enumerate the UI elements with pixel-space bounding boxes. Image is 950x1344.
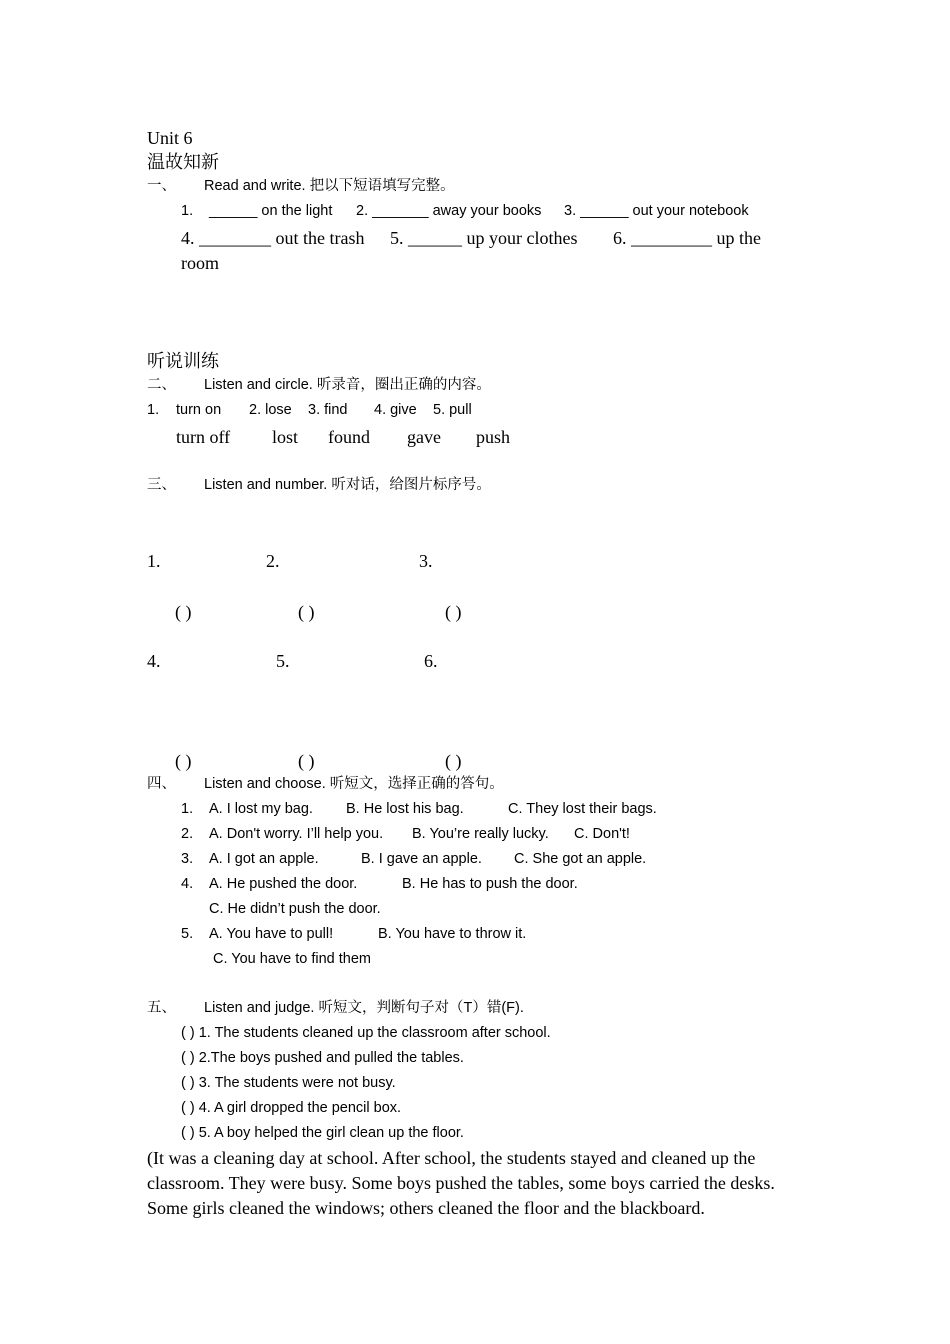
q2-instruction: Listen and circle. 听录音，圈出正确的内容。 <box>204 377 491 393</box>
q4-item-4-option-a: A. He pushed the door. <box>209 876 358 892</box>
answer-paren-3: ( ) <box>445 602 462 622</box>
q4-item-2-number: 2. <box>181 826 194 842</box>
q4-item-3-option-c: C. She got an apple. <box>514 851 647 867</box>
q5-statement-2: ( ) 2.The boys pushed and pulled the tables. <box>181 1050 464 1066</box>
picture-number-6: 6. <box>424 651 438 671</box>
q4-item-5-option-a: A. You have to pull! <box>209 926 334 942</box>
listening-passage: (It was a cleaning day at school. After school, the students stayed and cleaned up the classroom. They were busy. Some boys pushed the tables, some boys carried the desks. Some girls cleaned the windows; others cleaned the floor and the blackboard. <box>147 1148 775 1218</box>
q1-number: 一、 <box>147 178 176 194</box>
q2-word-pull: 5. pull <box>433 402 472 418</box>
q5-statement-5: ( ) 5. A boy helped the girl clean up the floor. <box>181 1125 464 1141</box>
q4-item-1-option-c: C. They lost their bags. <box>508 801 657 817</box>
q1-item-4: 4. ________ out the trash <box>181 228 365 248</box>
q3-instruction: Listen and number. 听对话，给图片标序号。 <box>204 477 491 493</box>
q4-item-1-option-a: A. I lost my bag. <box>209 801 313 817</box>
q4-item-2-option-b: B. You’re really lucky. <box>412 826 549 842</box>
q5-number: 五、 <box>147 1000 176 1016</box>
section-review-heading: 温故知新 <box>147 152 219 172</box>
q1-item-2: 2. _______ away your books <box>356 203 542 219</box>
q1-item-3: 3. ______ out your notebook <box>564 203 749 219</box>
q1-item-1: ______ on the light <box>209 203 333 219</box>
answer-paren-5: ( ) <box>298 751 315 771</box>
q2-word-find: 3. find <box>308 402 348 418</box>
q4-item-2-option-c: C. Don't! <box>574 826 630 842</box>
q1-item-6: 6. _________ up the <box>613 228 761 248</box>
q4-item-2-option-a: A. Don't worry. I’ll help you. <box>209 826 384 842</box>
picture-number-5: 5. <box>276 651 290 671</box>
q4-item-1-option-b: B. He lost his bag. <box>346 801 464 817</box>
q2-word-lose: 2. lose <box>249 402 292 418</box>
q2-word-lost: lost <box>272 427 299 447</box>
q4-item-3-option-a: A. I got an apple. <box>209 851 319 867</box>
q2-word-push: push <box>476 427 511 447</box>
q2-word-turn-off: turn off <box>176 427 231 447</box>
q5-instruction: Listen and judge. 听短文，判断句子对（T）错(F). <box>204 1000 524 1016</box>
q2-word-give: 4. give <box>374 402 417 418</box>
answer-paren-6: ( ) <box>445 751 462 771</box>
picture-number-2: 2. <box>266 551 280 571</box>
q3-number: 三、 <box>147 477 176 493</box>
q4-number: 四、 <box>147 776 176 792</box>
q4-item-5-option-c: C. You have to find them <box>213 951 371 967</box>
q4-item-4-number: 4. <box>181 876 194 892</box>
q4-item-3-option-b: B. I gave an apple. <box>361 851 482 867</box>
q5-statement-1: ( ) 1. The students cleaned up the classroom after school. <box>181 1025 551 1041</box>
q4-item-4-option-b: B. He has to push the door. <box>402 876 578 892</box>
q5-statement-3: ( ) 3. The students were not busy. <box>181 1075 396 1091</box>
q2-number: 二、 <box>147 377 176 393</box>
answer-paren-1: ( ) <box>175 602 192 622</box>
unit-title: Unit 6 <box>147 128 193 148</box>
picture-number-1: 1. <box>147 551 161 571</box>
q4-instruction: Listen and choose. 听短文，选择正确的答句。 <box>204 776 504 792</box>
picture-number-4: 4. <box>147 651 161 671</box>
q4-item-1-number: 1. <box>181 801 194 817</box>
q5-statement-4: ( ) 4. A girl dropped the pencil box. <box>181 1100 402 1116</box>
q2-word-found: found <box>328 427 370 447</box>
section-listen-heading: 听说训练 <box>147 351 219 371</box>
q2-word-turn-on: turn on <box>176 402 222 418</box>
q4-item-5-option-b: B. You have to throw it. <box>378 926 527 942</box>
q4-item-4-option-c: C. He didn’t push the door. <box>209 901 381 917</box>
q1-item-6-continued: room <box>181 253 219 273</box>
q1-item-5: 5. ______ up your clothes <box>390 228 578 248</box>
q2-word-gave: gave <box>407 427 441 447</box>
answer-paren-2: ( ) <box>298 602 315 622</box>
q2-row1-number: 1. <box>147 402 160 418</box>
q1-item-1-number: 1. <box>181 203 194 219</box>
q4-item-3-number: 3. <box>181 851 194 867</box>
picture-number-3: 3. <box>419 551 433 571</box>
q4-item-5-number: 5. <box>181 926 194 942</box>
q1-instruction: Read and write. 把以下短语填写完整。 <box>204 178 455 194</box>
answer-paren-4: ( ) <box>175 751 192 771</box>
